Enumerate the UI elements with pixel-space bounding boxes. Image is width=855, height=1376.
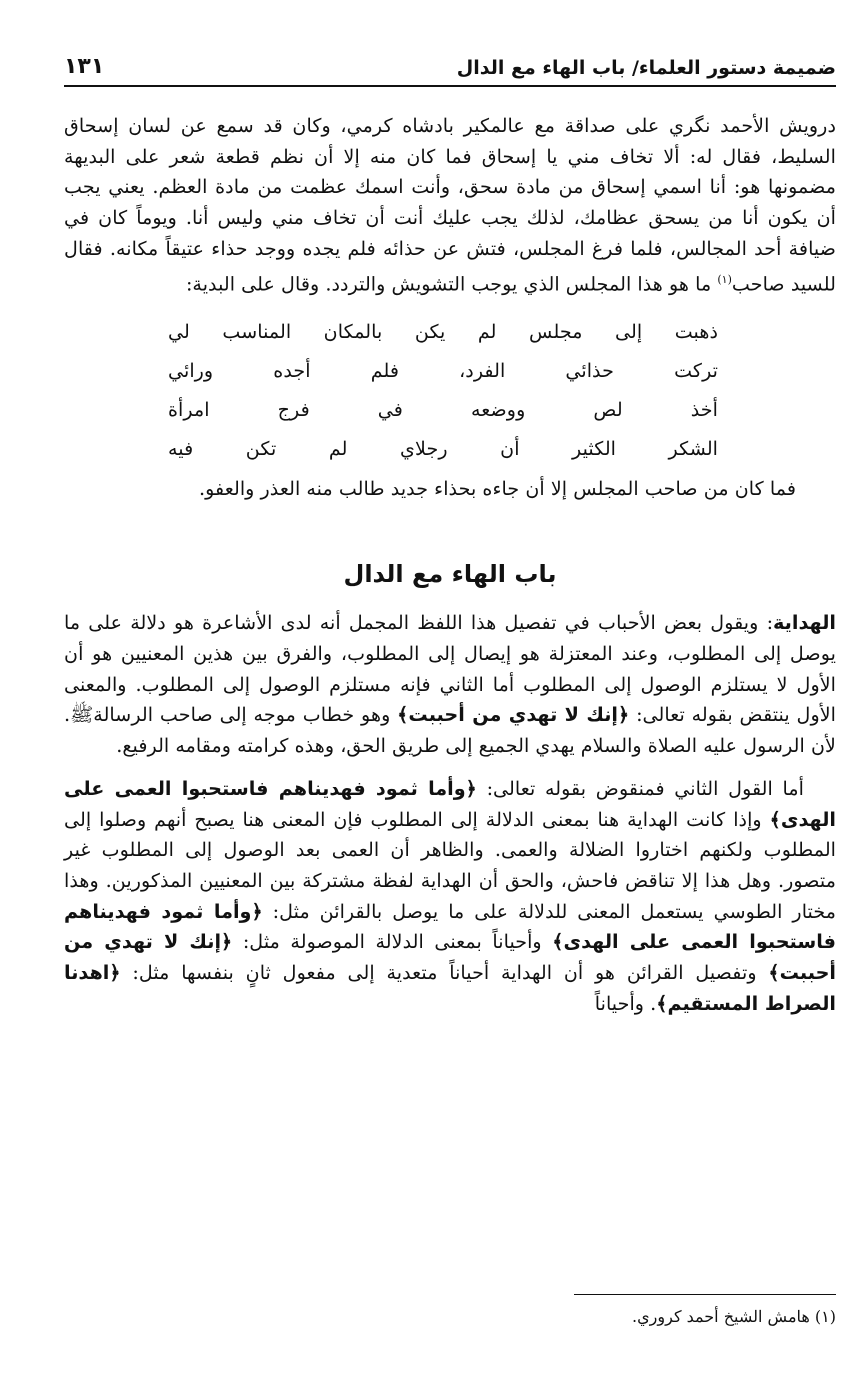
quran-quote: ﴿وأما ثمود فهديناهم فاستحبوا العمى على الهدى﴾	[64, 899, 836, 954]
paragraph-second-opinion	[64, 774, 836, 1020]
term-hidaya: الهداية	[773, 611, 836, 635]
paragraph-hidaya-definition	[64, 608, 836, 762]
paragraph-anecdote	[64, 111, 836, 300]
opinion-text: وتفصيل القرائن هو أن الهداية أحياناً متعدية إلى مفعول ثانٍ بنفسها مثل:	[120, 961, 769, 985]
opinion-text: أما القول الثاني فمنقوض بقوله تعالى:	[476, 776, 804, 800]
page-number: ١٣١	[64, 54, 105, 79]
poem	[64, 312, 836, 468]
opinion-text: وإذا كانت الهداية هنا بمعنى الدلالة إلى المطلوب فإن المعنى هنا يصبح أنهم وصلوا إلى المطلوب ولكنهم اختاروا الضلالة والعمى. والظاهر أن العمى بعد الوصول إلى المطلوب غير متصور. وهل هذا إلا تناقض فاحش، والحق أن الهداية لفظة مشتركة بين المعنيين المذكورين. وهذا مختار الطوسي يستعمل المعنى للدلالة على ما يوصل بالقرائن مثل:	[64, 807, 836, 923]
poem-verse-1: ذهبت إلى مجلس لم يكن بالمكان المناسب لي	[168, 319, 718, 343]
footnote-reference: (١)	[717, 272, 732, 286]
running-header	[64, 54, 836, 87]
book-page	[64, 54, 836, 1019]
poem-verse-3: أخذ لص ووضعه في فرج امرأة	[168, 397, 718, 421]
quran-quote: ﴿اهدنا الصراط المستقيم﴾	[64, 961, 836, 1015]
quran-quote: ﴿إنك لا تهدي من أحببت﴾	[397, 703, 630, 727]
definition-text-end: وهو خطاب موجه إلى صاحب الرسالةﷺ. لأن الرسول عليه الصلاة والسلام يهدي الجميع إلى طريق الحق، وهذه كرامته ومقامه الرفيع.	[64, 703, 836, 758]
opinion-text: وأحياناً بمعنى الدلالة الموصولة مثل:	[232, 930, 553, 954]
quran-quote: ﴿وأما ثمود فهديناهم فاستحبوا العمى على الهدى﴾	[64, 776, 836, 831]
anecdote-text: درويش الأحمد نگري على صداقة مع عالمكير بادشاه كرمي، وكان قد سمع عن لسان إسحاق السليط، فقال له: ألا تخاف مني يا إسحاق فما كان منه إلا أن نظم قطعة شعر على البديهة مضمونها هو: أنا اسمي إسحاق من مادة سحق، وأنت اسمك عظمت من مادة العظم. يعني يجب أن يكون أنا من يسحق عظامك، لذلك يجب عليك أنت أن تخاف مني وليس أنا. ويوماً كان في ضيافة أحد المجالس، فلما فرغ المجلس، فتش عن حذائه فلم يجده ووجد حذاء عتيقاً مكانه. فقال للسيد صاحب	[64, 114, 836, 295]
poem-verse-2: تركت حذائي الفرد، فلم أجده ورائي	[168, 358, 718, 382]
quran-quote: ﴿إنك لا تهدي من أحببت﴾	[64, 930, 836, 985]
definition-text: : ويقول بعض الأحباب في تفصيل هذا اللفظ المجمل أنه لدى الأشاعرة هو دلالة على ما يوصل إلى المطلوب، وعند المعتزلة هو إيصال إلى المطلوب، والفرق بين هذين المعنيين هو أن الأول لا يستلزم الوصول إلى المطلوب أما الثاني فإنه مستلزم الوصول إلى المطلوب. والمعنى الأول ينتقض بقوله تعالى:	[64, 611, 836, 727]
header-title: ضميمة دستور العلماء/ باب الهاء مع الدال	[456, 57, 836, 79]
poem-verse-4: الشكر الكثير أن رجلاي لم تكن فيه	[168, 436, 718, 460]
paragraph-conclusion: فما كان من صاحب المجلس إلا أن جاءه بحذاء جديد طالب منه العذر والعفو.	[199, 476, 796, 500]
footnote: (١) هامش الشيخ أحمد كروري.	[632, 1307, 836, 1326]
section-heading: باب الهاء مع الدال	[343, 560, 557, 589]
footnote-divider	[574, 1294, 836, 1295]
opinion-text-end: . وأحياناً	[594, 991, 657, 1015]
anecdote-text-end: ما هو هذا المجلس الذي يوجب التشويش والتردد. وقال على البدية:	[185, 271, 718, 295]
